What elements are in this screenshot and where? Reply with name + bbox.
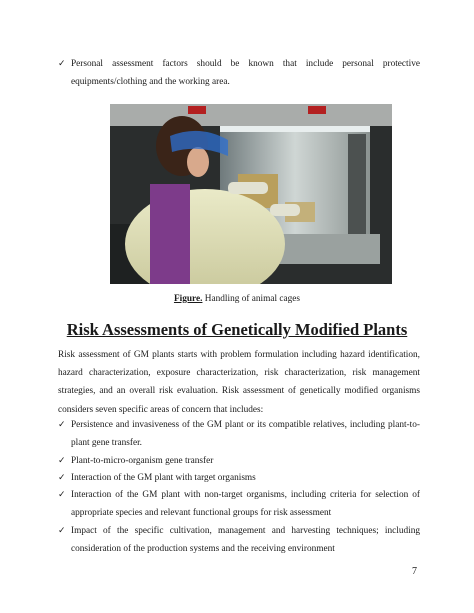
list-item bbox=[58, 416, 420, 452]
figure-photo bbox=[110, 104, 392, 284]
body-paragraph: Risk assessment of GM plants starts with problem formulation including hazard identification, hazard characterization, exposure characterization, risk characterization, risk management strategies, and an overall risk evaluation. Risk assessment of genetically modified organisms considers seven specific areas of concern that includes: bbox=[58, 350, 420, 415]
page-number: 7 bbox=[412, 566, 417, 577]
checkmark-icon: ✓ bbox=[58, 473, 66, 483]
list-item-text: Persistence and invasiveness of the GM plant or its compatible relatives, including plant-to-plant gene transfer. bbox=[71, 420, 420, 448]
figure-caption bbox=[0, 294, 474, 304]
list-item bbox=[58, 522, 420, 558]
intro-bullet bbox=[58, 55, 420, 91]
intro-bullet-text: Personal assessment factors should be known that include personal protective equipments/clothing and the working area. bbox=[71, 59, 420, 87]
checkmark-icon: ✓ bbox=[58, 526, 66, 536]
checkmark-icon: ✓ bbox=[58, 59, 66, 69]
list-item-text: Plant-to-micro-organism gene transfer bbox=[71, 456, 214, 466]
list-item-text: Impact of the specific cultivation, management and harvesting techniques; including consideration of the production systems and the receiving environment bbox=[71, 526, 420, 554]
figure-caption-text: Handling of animal cages bbox=[202, 294, 301, 304]
figure-label: Figure. bbox=[173, 294, 203, 304]
checkmark-icon: ✓ bbox=[58, 420, 66, 430]
list-item bbox=[58, 452, 420, 470]
checkmark-icon: ✓ bbox=[58, 490, 66, 500]
section-heading: Risk Assessments of Genetically Modified Plants bbox=[66, 320, 408, 339]
list-item bbox=[58, 469, 420, 487]
list-item-text: Interaction of the GM plant with target organisms bbox=[71, 473, 256, 483]
list-item-text: Interaction of the GM plant with non-target organisms, including criteria for selection of appropriate species and relevant functional groups for risk assessment bbox=[71, 490, 420, 518]
checkmark-icon: ✓ bbox=[58, 456, 66, 466]
list-item bbox=[58, 486, 420, 522]
